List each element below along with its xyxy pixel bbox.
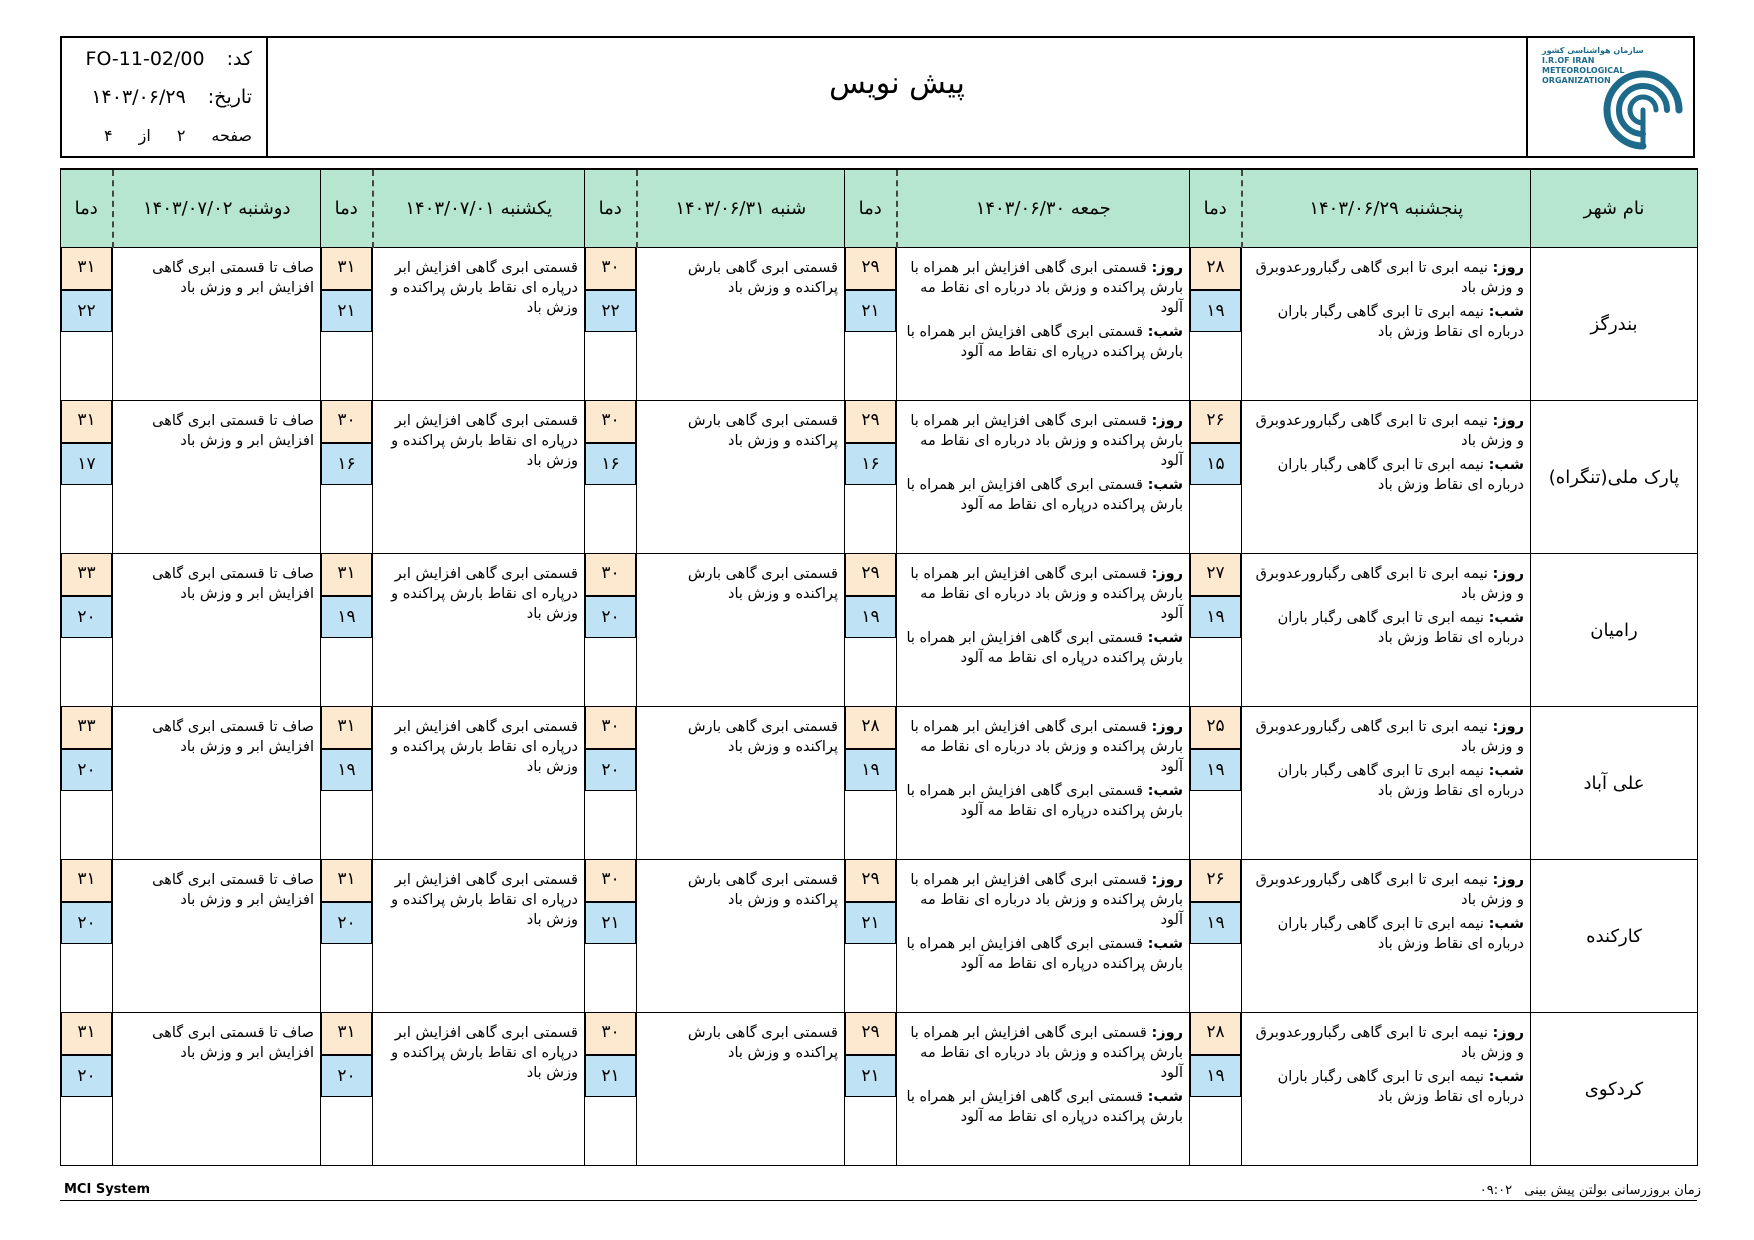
col-temp-2-header: دما	[845, 169, 897, 248]
forecast-text: قسمتی ابری گاهی افزایش ابر درپاره ای نقاط بارش پراکنده و وزش باد	[391, 719, 578, 775]
temp-cell	[845, 248, 897, 401]
min-temp: ۱۶	[845, 443, 896, 485]
min-temp: ۱۹	[1190, 902, 1241, 944]
forecast-description	[113, 707, 321, 860]
max-temp: ۳۱	[321, 860, 372, 902]
col-day-3-header: شنبه ۱۴۰۳/۰۶/۳۱	[637, 169, 845, 248]
city-name: بندرگز	[1531, 248, 1698, 401]
temp-cell	[845, 401, 897, 554]
max-temp: ۳۱	[321, 248, 372, 290]
temp-cell	[585, 401, 637, 554]
min-temp: ۱۹	[1190, 290, 1241, 332]
document-header	[60, 36, 1695, 158]
date-row	[91, 86, 252, 108]
max-temp: ۲۶	[1190, 401, 1241, 443]
min-temp: ۱۹	[321, 749, 372, 791]
page-number: ۲	[176, 126, 186, 145]
day-label: روز:	[1151, 260, 1183, 276]
min-temp: ۲۱	[585, 902, 636, 944]
footer-update-label: زمان بروزرسانی بولتن پیش بینی	[1524, 1183, 1701, 1198]
night-forecast	[1248, 455, 1524, 495]
day-forecast	[903, 411, 1183, 471]
min-temp: ۲۰	[61, 1055, 112, 1097]
day-label: روز:	[1151, 719, 1183, 735]
city-name: کارکنده	[1531, 860, 1698, 1013]
night-forecast-text: نیمه ابری تا ابری گاهی رگبار باران درباره ای نقاط وزش باد	[1277, 610, 1524, 646]
logo-text-line-3: ORGANIZATION	[1542, 76, 1611, 85]
forecast-description	[373, 554, 585, 707]
logo-cell	[1526, 38, 1693, 156]
day-forecast-text: نیمه ابری تا ابری گاهی رگبارورعدوبرق و وزش باد	[1255, 1025, 1524, 1061]
max-temp: ۲۸	[1190, 1013, 1241, 1055]
max-temp: ۳۰	[585, 248, 636, 290]
forecast-text: صاف تا قسمتی ابری گاهی افزایش ابر و وزش باد	[152, 1025, 314, 1061]
forecast-text: قسمتی ابری گاهی افزایش ابر درپاره ای نقاط بارش پراکنده و وزش باد	[391, 1025, 578, 1081]
forecast-description	[113, 860, 321, 1013]
table-row	[61, 1013, 1698, 1166]
forecast-text: صاف تا قسمتی ابری گاهی افزایش ابر و وزش باد	[152, 872, 314, 908]
night-label: شب:	[1147, 783, 1183, 799]
max-temp: ۳۱	[321, 554, 372, 596]
page-row	[104, 126, 252, 145]
temp-cell	[1190, 707, 1242, 860]
forecast-text: قسمتی ابری گاهی بارش پراکنده و وزش باد	[687, 872, 838, 908]
day-forecast	[1248, 717, 1524, 757]
min-temp: ۱۹	[1190, 596, 1241, 638]
min-temp: ۲۰	[61, 596, 112, 638]
temp-cell	[845, 1013, 897, 1166]
min-temp: ۲۱	[845, 1055, 896, 1097]
temp-cell	[321, 554, 373, 707]
footer-divider	[60, 1200, 1697, 1201]
forecast-description	[1242, 1013, 1531, 1166]
col-day-1-header: پنجشنبه ۱۴۰۳/۰۶/۲۹	[1242, 169, 1531, 248]
day-forecast-text: نیمه ابری تا ابری گاهی رگبارورعدوبرق و وزش باد	[1255, 566, 1524, 602]
forecast-text: قسمتی ابری گاهی بارش پراکنده و وزش باد	[687, 719, 838, 755]
logo-text-fa: سازمان هواشناسی کشور	[1542, 46, 1644, 55]
night-forecast	[903, 1087, 1183, 1127]
max-temp: ۳۳	[61, 707, 112, 749]
forecast-text: صاف تا قسمتی ابری گاهی افزایش ابر و وزش باد	[152, 260, 314, 296]
min-temp: ۱۹	[845, 596, 896, 638]
night-forecast	[903, 628, 1183, 668]
night-forecast-text: قسمتی ابری گاهی افزایش ابر همراه با بارش پراکنده درپاره ای نقاط مه آلود	[906, 477, 1183, 513]
col-temp-3-header: دما	[585, 169, 637, 248]
temp-cell	[321, 860, 373, 1013]
min-temp: ۱۶	[321, 443, 372, 485]
night-label: شب:	[1488, 304, 1524, 320]
day-forecast-text: نیمه ابری تا ابری گاهی رگبارورعدوبرق و وزش باد	[1255, 719, 1524, 755]
day-forecast-text: نیمه ابری تا ابری گاهی رگبارورعدوبرق و وزش باد	[1255, 872, 1524, 908]
day-forecast	[1248, 870, 1524, 910]
min-temp: ۲۰	[321, 902, 372, 944]
max-temp: ۳۱	[321, 1013, 372, 1055]
max-temp: ۳۱	[61, 248, 112, 290]
col-day-2-header: جمعه ۱۴۰۳/۰۶/۳۰	[897, 169, 1190, 248]
col-temp-4-header: دما	[321, 169, 373, 248]
max-temp: ۳۰	[585, 860, 636, 902]
col-day-5-header: دوشنبه ۱۴۰۳/۰۷/۰۲	[113, 169, 321, 248]
temp-cell	[585, 707, 637, 860]
temp-cell	[845, 860, 897, 1013]
min-temp: ۱۹	[1190, 749, 1241, 791]
night-label: شب:	[1147, 1089, 1183, 1105]
night-forecast-text: نیمه ابری تا ابری گاهی رگبار باران درباره ای نقاط وزش باد	[1277, 1069, 1524, 1105]
forecast-description	[897, 554, 1190, 707]
min-temp: ۲۰	[321, 1055, 372, 1097]
temp-cell	[321, 707, 373, 860]
forecast-description	[637, 707, 845, 860]
forecast-text: صاف تا قسمتی ابری گاهی افزایش ابر و وزش باد	[152, 719, 314, 755]
date-value: ۱۴۰۳/۰۶/۲۹	[91, 86, 186, 108]
temp-cell	[61, 554, 113, 707]
min-temp: ۲۱	[585, 1055, 636, 1097]
day-forecast-text: نیمه ابری تا ابری گاهی رگبارورعدوبرق و وزش باد	[1255, 413, 1524, 449]
night-label: شب:	[1488, 457, 1524, 473]
night-label: شب:	[1147, 477, 1183, 493]
day-forecast	[903, 870, 1183, 930]
temp-cell	[61, 248, 113, 401]
temp-cell	[321, 248, 373, 401]
min-temp: ۲۲	[585, 290, 636, 332]
forecast-description	[113, 401, 321, 554]
forecast-description	[897, 707, 1190, 860]
max-temp: ۳۰	[585, 554, 636, 596]
table-row	[61, 401, 1698, 554]
city-name: کردکوی	[1531, 1013, 1698, 1166]
night-forecast-text: قسمتی ابری گاهی افزایش ابر همراه با بارش پراکنده درپاره ای نقاط مه آلود	[906, 630, 1183, 666]
temp-cell	[845, 554, 897, 707]
min-temp: ۲۰	[585, 596, 636, 638]
night-forecast	[903, 322, 1183, 362]
night-forecast	[903, 475, 1183, 515]
day-label: روز:	[1492, 872, 1524, 888]
night-forecast	[1248, 608, 1524, 648]
footer-update-time	[1480, 1183, 1701, 1198]
col-day-4-header: یکشنبه ۱۴۰۳/۰۷/۰۱	[373, 169, 585, 248]
night-forecast	[1248, 302, 1524, 342]
table-row	[61, 707, 1698, 860]
max-temp: ۳۰	[585, 1013, 636, 1055]
table-body	[61, 248, 1698, 1166]
forecast-description	[113, 1013, 321, 1166]
col-temp-5-header: دما	[61, 169, 113, 248]
temp-cell	[61, 860, 113, 1013]
max-temp: ۲۹	[845, 860, 896, 902]
logo-text-line-1: I.R.OF IRAN	[1542, 56, 1595, 65]
forecast-text: قسمتی ابری گاهی بارش پراکنده و وزش باد	[687, 413, 838, 449]
night-forecast-text: قسمتی ابری گاهی افزایش ابر همراه با بارش پراکنده درپاره ای نقاط مه آلود	[906, 783, 1183, 819]
day-label: روز:	[1151, 872, 1183, 888]
forecast-text: قسمتی ابری گاهی افزایش ابر درپاره ای نقاط بارش پراکنده و وزش باد	[391, 260, 578, 316]
day-forecast-text: قسمتی ابری گاهی افزایش ابر همراه با بارش پراکنده و وزش باد درباره ای نقاط مه آلود	[910, 566, 1183, 622]
meteorological-logo-icon	[1603, 44, 1683, 152]
night-forecast-text: قسمتی ابری گاهی افزایش ابر همراه با بارش پراکنده درپاره ای نقاط مه آلود	[906, 936, 1183, 972]
forecast-table	[60, 168, 1698, 1166]
temp-cell	[585, 248, 637, 401]
forecast-text: قسمتی ابری گاهی بارش پراکنده و وزش باد	[687, 1025, 838, 1061]
min-temp: ۱۶	[585, 443, 636, 485]
min-temp: ۱۵	[1190, 443, 1241, 485]
forecast-description	[897, 401, 1190, 554]
day-forecast	[903, 258, 1183, 318]
table-row	[61, 860, 1698, 1013]
day-forecast	[903, 717, 1183, 777]
min-temp: ۲۲	[61, 290, 112, 332]
forecast-description	[637, 401, 845, 554]
forecast-description	[113, 554, 321, 707]
max-temp: ۲۹	[845, 554, 896, 596]
city-name: علی آباد	[1531, 707, 1698, 860]
footer-update-value: ۰۹:۰۲	[1479, 1183, 1513, 1198]
max-temp: ۲۹	[845, 248, 896, 290]
night-label: شب:	[1488, 610, 1524, 626]
day-forecast-text: نیمه ابری تا ابری گاهی رگبارورعدوبرق و وزش باد	[1255, 260, 1524, 296]
max-temp: ۲۶	[1190, 860, 1241, 902]
forecast-text: قسمتی ابری گاهی افزایش ابر درپاره ای نقاط بارش پراکنده و وزش باد	[391, 872, 578, 928]
code-value: FO-11-02/00	[85, 48, 205, 70]
night-forecast-text: قسمتی ابری گاهی افزایش ابر همراه با بارش پراکنده درپاره ای نقاط مه آلود	[906, 324, 1183, 360]
night-label: شب:	[1488, 763, 1524, 779]
night-forecast	[1248, 914, 1524, 954]
code-label: کد:	[226, 48, 252, 70]
forecast-description	[637, 860, 845, 1013]
temp-cell	[61, 707, 113, 860]
code-row	[86, 48, 252, 70]
day-label: روز:	[1492, 413, 1524, 429]
page-title: پیش نویس	[829, 66, 965, 101]
temp-cell	[321, 401, 373, 554]
day-label: روز:	[1151, 1025, 1183, 1041]
day-label: روز:	[1492, 260, 1524, 276]
table-row	[61, 554, 1698, 707]
temp-cell	[845, 707, 897, 860]
forecast-description	[373, 1013, 585, 1166]
night-label: شب:	[1147, 630, 1183, 646]
page-label: صفحه	[211, 126, 252, 145]
forecast-description	[373, 707, 585, 860]
min-temp: ۲۱	[845, 902, 896, 944]
day-forecast	[1248, 411, 1524, 451]
night-forecast	[903, 781, 1183, 821]
table-header-row	[61, 169, 1698, 248]
min-temp: ۲۰	[585, 749, 636, 791]
temp-cell	[585, 860, 637, 1013]
forecast-text: قسمتی ابری گاهی افزایش ابر درپاره ای نقاط بارش پراکنده و وزش باد	[391, 413, 578, 469]
forecast-description	[637, 554, 845, 707]
day-label: روز:	[1151, 566, 1183, 582]
forecast-description	[373, 401, 585, 554]
night-label: شب:	[1147, 324, 1183, 340]
night-forecast-text: نیمه ابری تا ابری گاهی رگبار باران درباره ای نقاط وزش باد	[1277, 763, 1524, 799]
page-of-label: از	[138, 126, 151, 145]
temp-cell	[1190, 1013, 1242, 1166]
day-label: روز:	[1492, 566, 1524, 582]
day-forecast	[903, 564, 1183, 624]
forecast-description	[373, 248, 585, 401]
night-forecast-text: نیمه ابری تا ابری گاهی رگبار باران درباره ای نقاط وزش باد	[1277, 916, 1524, 952]
temp-cell	[61, 401, 113, 554]
forecast-text: قسمتی ابری گاهی افزایش ابر درپاره ای نقاط بارش پراکنده و وزش باد	[391, 566, 578, 622]
max-temp: ۳۱	[321, 707, 372, 749]
forecast-text: قسمتی ابری گاهی بارش پراکنده و وزش باد	[687, 260, 838, 296]
max-temp: ۲۹	[845, 401, 896, 443]
logo-text-line-2: METEOROLOGICAL	[1542, 66, 1625, 75]
forecast-description	[1242, 707, 1531, 860]
forecast-description	[897, 860, 1190, 1013]
temp-cell	[1190, 554, 1242, 707]
night-forecast	[903, 934, 1183, 974]
min-temp: ۲۰	[61, 902, 112, 944]
document-meta	[62, 38, 268, 156]
max-temp: ۳۳	[61, 554, 112, 596]
night-forecast	[1248, 761, 1524, 801]
night-forecast-text: قسمتی ابری گاهی افزایش ابر همراه با بارش پراکنده درپاره ای نقاط مه آلود	[906, 1089, 1183, 1125]
max-temp: ۳۰	[321, 401, 372, 443]
day-forecast	[1248, 1023, 1524, 1063]
day-label: روز:	[1492, 1025, 1524, 1041]
min-temp: ۱۹	[321, 596, 372, 638]
forecast-text: صاف تا قسمتی ابری گاهی افزایش ابر و وزش باد	[152, 413, 314, 449]
min-temp: ۲۱	[845, 290, 896, 332]
city-name: رامیان	[1531, 554, 1698, 707]
forecast-text: صاف تا قسمتی ابری گاهی افزایش ابر و وزش باد	[152, 566, 314, 602]
min-temp: ۱۹	[845, 749, 896, 791]
forecast-description	[373, 860, 585, 1013]
max-temp: ۳۱	[61, 860, 112, 902]
city-name: پارک ملی(تنگراه)	[1531, 401, 1698, 554]
forecast-description	[1242, 554, 1531, 707]
night-label: شب:	[1488, 1069, 1524, 1085]
forecast-description	[1242, 860, 1531, 1013]
day-label: روز:	[1492, 719, 1524, 735]
temp-cell	[585, 554, 637, 707]
day-forecast-text: قسمتی ابری گاهی افزایش ابر همراه با بارش پراکنده و وزش باد درباره ای نقاط مه آلود	[910, 719, 1183, 775]
day-forecast-text: قسمتی ابری گاهی افزایش ابر همراه با بارش پراکنده و وزش باد درباره ای نقاط مه آلود	[910, 1025, 1183, 1081]
footer-system-name: MCI System	[64, 1182, 150, 1197]
day-forecast	[1248, 258, 1524, 298]
night-forecast-text: نیمه ابری تا ابری گاهی رگبار باران درباره ای نقاط وزش باد	[1277, 457, 1524, 493]
day-forecast-text: قسمتی ابری گاهی افزایش ابر همراه با بارش پراکنده و وزش باد درباره ای نقاط مه آلود	[910, 872, 1183, 928]
forecast-description	[113, 248, 321, 401]
day-forecast-text: قسمتی ابری گاهی افزایش ابر همراه با بارش پراکنده و وزش باد درباره ای نقاط مه آلود	[910, 260, 1183, 316]
day-forecast	[1248, 564, 1524, 604]
min-temp: ۲۱	[321, 290, 372, 332]
forecast-description	[637, 248, 845, 401]
min-temp: ۱۷	[61, 443, 112, 485]
date-label: تاریخ:	[207, 86, 252, 108]
max-temp: ۲۸	[845, 707, 896, 749]
min-temp: ۲۰	[61, 749, 112, 791]
temp-cell	[1190, 248, 1242, 401]
table-row	[61, 248, 1698, 401]
max-temp: ۲۹	[845, 1013, 896, 1055]
night-forecast	[1248, 1067, 1524, 1107]
temp-cell	[61, 1013, 113, 1166]
col-temp-1-header: دما	[1190, 169, 1242, 248]
day-label: روز:	[1151, 413, 1183, 429]
forecast-description	[637, 1013, 845, 1166]
max-temp: ۳۱	[61, 401, 112, 443]
col-city-header: نام شهر	[1531, 169, 1698, 248]
forecast-description	[897, 1013, 1190, 1166]
page-total: ۴	[104, 126, 113, 145]
temp-cell	[321, 1013, 373, 1166]
forecast-description	[1242, 401, 1531, 554]
max-temp: ۳۰	[585, 707, 636, 749]
min-temp: ۱۹	[1190, 1055, 1241, 1097]
forecast-description	[1242, 248, 1531, 401]
night-label: شب:	[1147, 936, 1183, 952]
forecast-text: قسمتی ابری گاهی بارش پراکنده و وزش باد	[687, 566, 838, 602]
max-temp: ۲۸	[1190, 248, 1241, 290]
day-forecast	[903, 1023, 1183, 1083]
temp-cell	[1190, 860, 1242, 1013]
day-forecast-text: قسمتی ابری گاهی افزایش ابر همراه با بارش پراکنده و وزش باد درباره ای نقاط مه آلود	[910, 413, 1183, 469]
max-temp: ۳۰	[585, 401, 636, 443]
forecast-description	[897, 248, 1190, 401]
max-temp: ۲۵	[1190, 707, 1241, 749]
temp-cell	[1190, 401, 1242, 554]
night-forecast-text: نیمه ابری تا ابری گاهی رگبار باران درباره ای نقاط وزش باد	[1277, 304, 1524, 340]
max-temp: ۲۷	[1190, 554, 1241, 596]
max-temp: ۳۱	[61, 1013, 112, 1055]
night-label: شب:	[1488, 916, 1524, 932]
temp-cell	[585, 1013, 637, 1166]
